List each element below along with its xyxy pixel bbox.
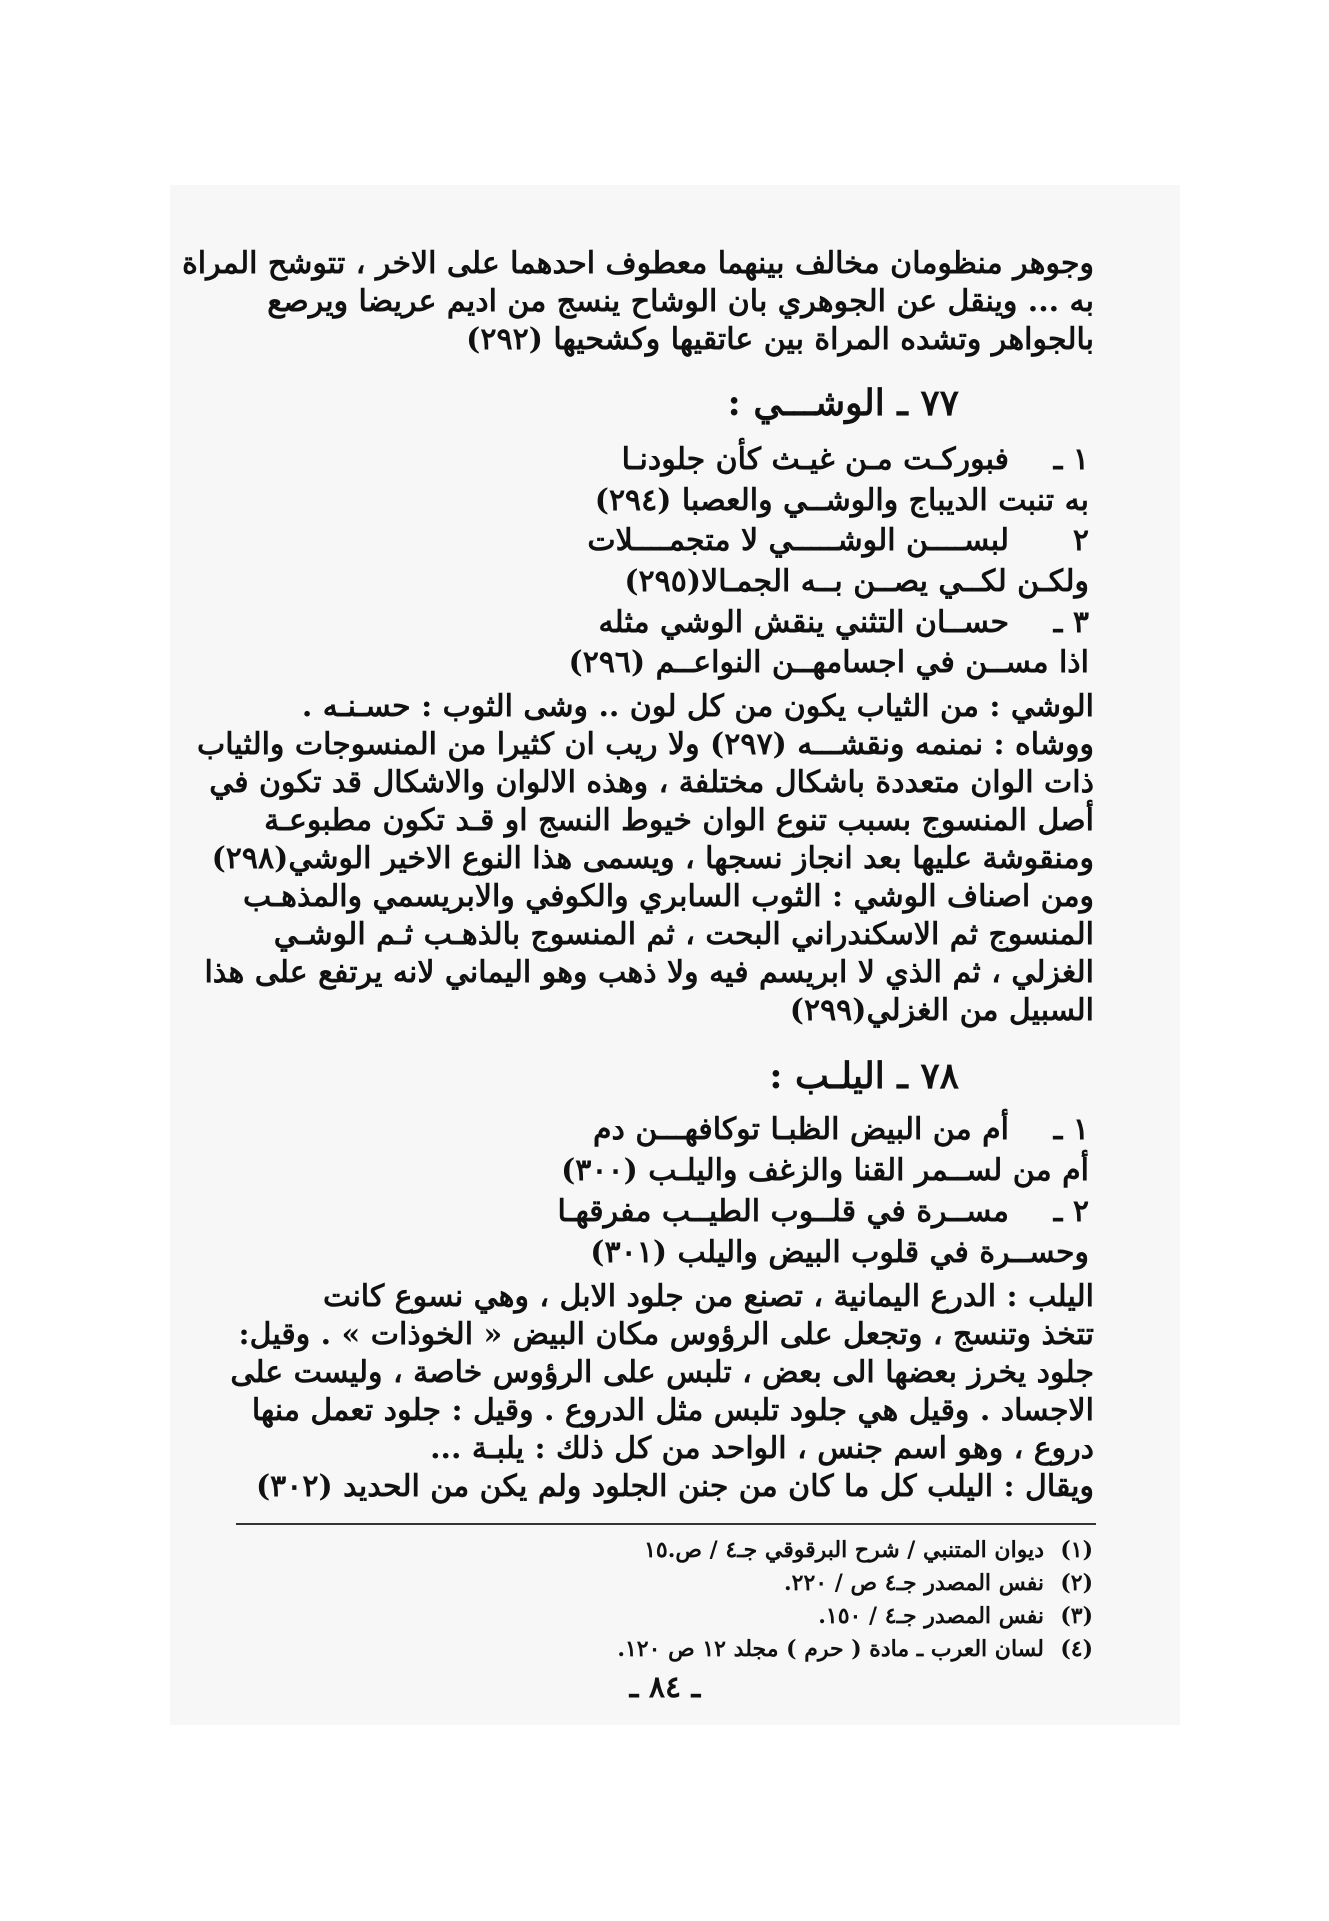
- footnote-number: (١): [1060, 1537, 1093, 1563]
- footnote-separator: [236, 1523, 1096, 1525]
- paragraph-line: ووشاه : نمنمه ونقشـــه (٢٩٧) ولا ريب ان كثيرا من المنسوجات والثياب: [196, 727, 1094, 762]
- paragraph-line: اليلب : الدرع اليمانية ، تصنع من جلود الابل ، وهي نسوع كانت: [323, 1279, 1094, 1314]
- paragraph-line: المنسوج ثم الاسكندراني البحت ، ثم المنسوج بالذهـب ثـم الوشـي: [273, 917, 1094, 952]
- verse-first-hemistich: حســان التثني ينقش الوشي مثله: [598, 605, 1009, 640]
- verse-first-hemistich: لبســــن الوشـــــي لا متجمــــلات: [587, 523, 1009, 558]
- verse-second-hemistich: ولكـن لكــي يصــن بــه الجمـالا(٢٩٥): [624, 564, 1089, 599]
- verse-first-hemistich: أم من البيض الظبـا توكافهـــن دم: [592, 1112, 1009, 1147]
- paragraph-line: السبيل من الغزلي(٢٩٩): [789, 993, 1094, 1028]
- verse-first-hemistich: فبوركـت مـن غيـث كأن جلودنـا: [621, 442, 1009, 477]
- paragraph-line: ومن اصناف الوشي : الثوب السابري والكوفي والابريسمي والمذهـب: [242, 879, 1094, 914]
- footnote-number: (٤): [1060, 1636, 1093, 1662]
- paragraph-line: الاجساد . وقيل هي جلود تلبس مثل الدروع . وقيل : جلود تعمل منها: [251, 1393, 1094, 1428]
- paragraph-line: ذات الوان متعددة باشكال مختلفة ، وهذه الالوان والاشكال قد تكون في: [209, 765, 1094, 800]
- intro-line: بالجواهر وتشده المراة بين عاتقيها وكشحيها (٢٩٢): [466, 322, 1094, 357]
- footnote-text: نفس المصدر جـ٤ ص / ٢٢٠.: [783, 1570, 1044, 1596]
- paragraph-line: أصل المنسوج بسبب تنوع الوان خيوط النسج او قـد تكون مطبوعـة: [264, 803, 1094, 838]
- verse-number: ٣ ـ: [1053, 605, 1089, 640]
- paragraph-line: جلود يخرز بعضها الى بعض ، تلبس على الرؤوس خاصة ، وليست على: [230, 1355, 1094, 1390]
- footnote-text: ديوان المتنبي / شرح البرقوقي جـ٤ / ص.١٥: [644, 1537, 1044, 1563]
- verse-number: ١ ـ: [1053, 1112, 1089, 1147]
- footnote-text: نفس المصدر جـ٤ / ١٥٠.: [818, 1603, 1044, 1629]
- footnote-number: (٢): [1060, 1570, 1093, 1596]
- section-heading-77: ٧٧ ـ الوشـــي :: [727, 382, 959, 424]
- intro-line: وجوهر منظومان مخالف بينهما معطوف احدهما على الاخر ، تتوشح المراة: [182, 246, 1094, 281]
- intro-paragraph: [182, 245, 1094, 359]
- verse-second-hemistich: اذا مســن في اجسامهــن النواعــم (٢٩٦): [568, 645, 1089, 680]
- paragraph-line: الوشي : من الثياب يكون من كل لون .. وشى الثوب : حسـنـه .: [301, 689, 1094, 724]
- paragraph-line: تتخذ وتنسج ، وتجعل على الرؤوس مكان البيض « الخوذات » . وقيل:: [238, 1317, 1094, 1352]
- verse-first-hemistich: مســرة في قلــوب الطيــب مفرقهـا: [557, 1194, 1009, 1229]
- verse-second-hemistich: أم من لســمر القنا والزغف واليلـب (٣٠٠): [561, 1153, 1089, 1188]
- verse-number: ٢ ـ: [1053, 1194, 1089, 1229]
- paragraph-line: دروع ، وهو اسم جنس ، الواحد من كل ذلك : يلبـة ...: [430, 1431, 1094, 1466]
- verse-second-hemistich: وحســرة في قلوب البيض واليلب (٣٠١): [590, 1235, 1089, 1270]
- paragraph-line: ومنقوشة عليها بعد انجاز نسجها ، ويسمى هذا النوع الاخير الوشي(٢٩٨): [211, 841, 1094, 876]
- paragraph-line: الغزلي ، ثم الذي لا ابريسم فيه ولا ذهب وهو اليماني لانه يرتفع على هذا: [204, 955, 1094, 990]
- section-77-paragraph: [196, 688, 1094, 1030]
- verse-number: ١ ـ: [1053, 442, 1089, 477]
- verse-second-hemistich: به تنبت الديباج والوشــي والعصبا (٢٩٤): [594, 483, 1089, 518]
- section-78-paragraph: [224, 1278, 1094, 1506]
- section-heading-78: ٧٨ ـ اليلـب :: [769, 1055, 959, 1097]
- footnote-number: (٣): [1060, 1603, 1093, 1629]
- intro-line: به ... وينقل عن الجوهري بان الوشاح ينسج من اديم عريضا ويرصع: [267, 284, 1094, 319]
- footnote-text: لسان العرب ـ مادة ( حرم ) مجلد ١٢ ص ١٢٠.: [617, 1636, 1044, 1662]
- page-number: ـ ٨٤ ـ: [629, 1670, 701, 1705]
- paragraph-line: ويقال : اليلب كل ما كان من جنن الجلود ولم يكن من الحديد (٣٠٢): [255, 1469, 1094, 1504]
- verse-number: ٢: [1072, 523, 1089, 558]
